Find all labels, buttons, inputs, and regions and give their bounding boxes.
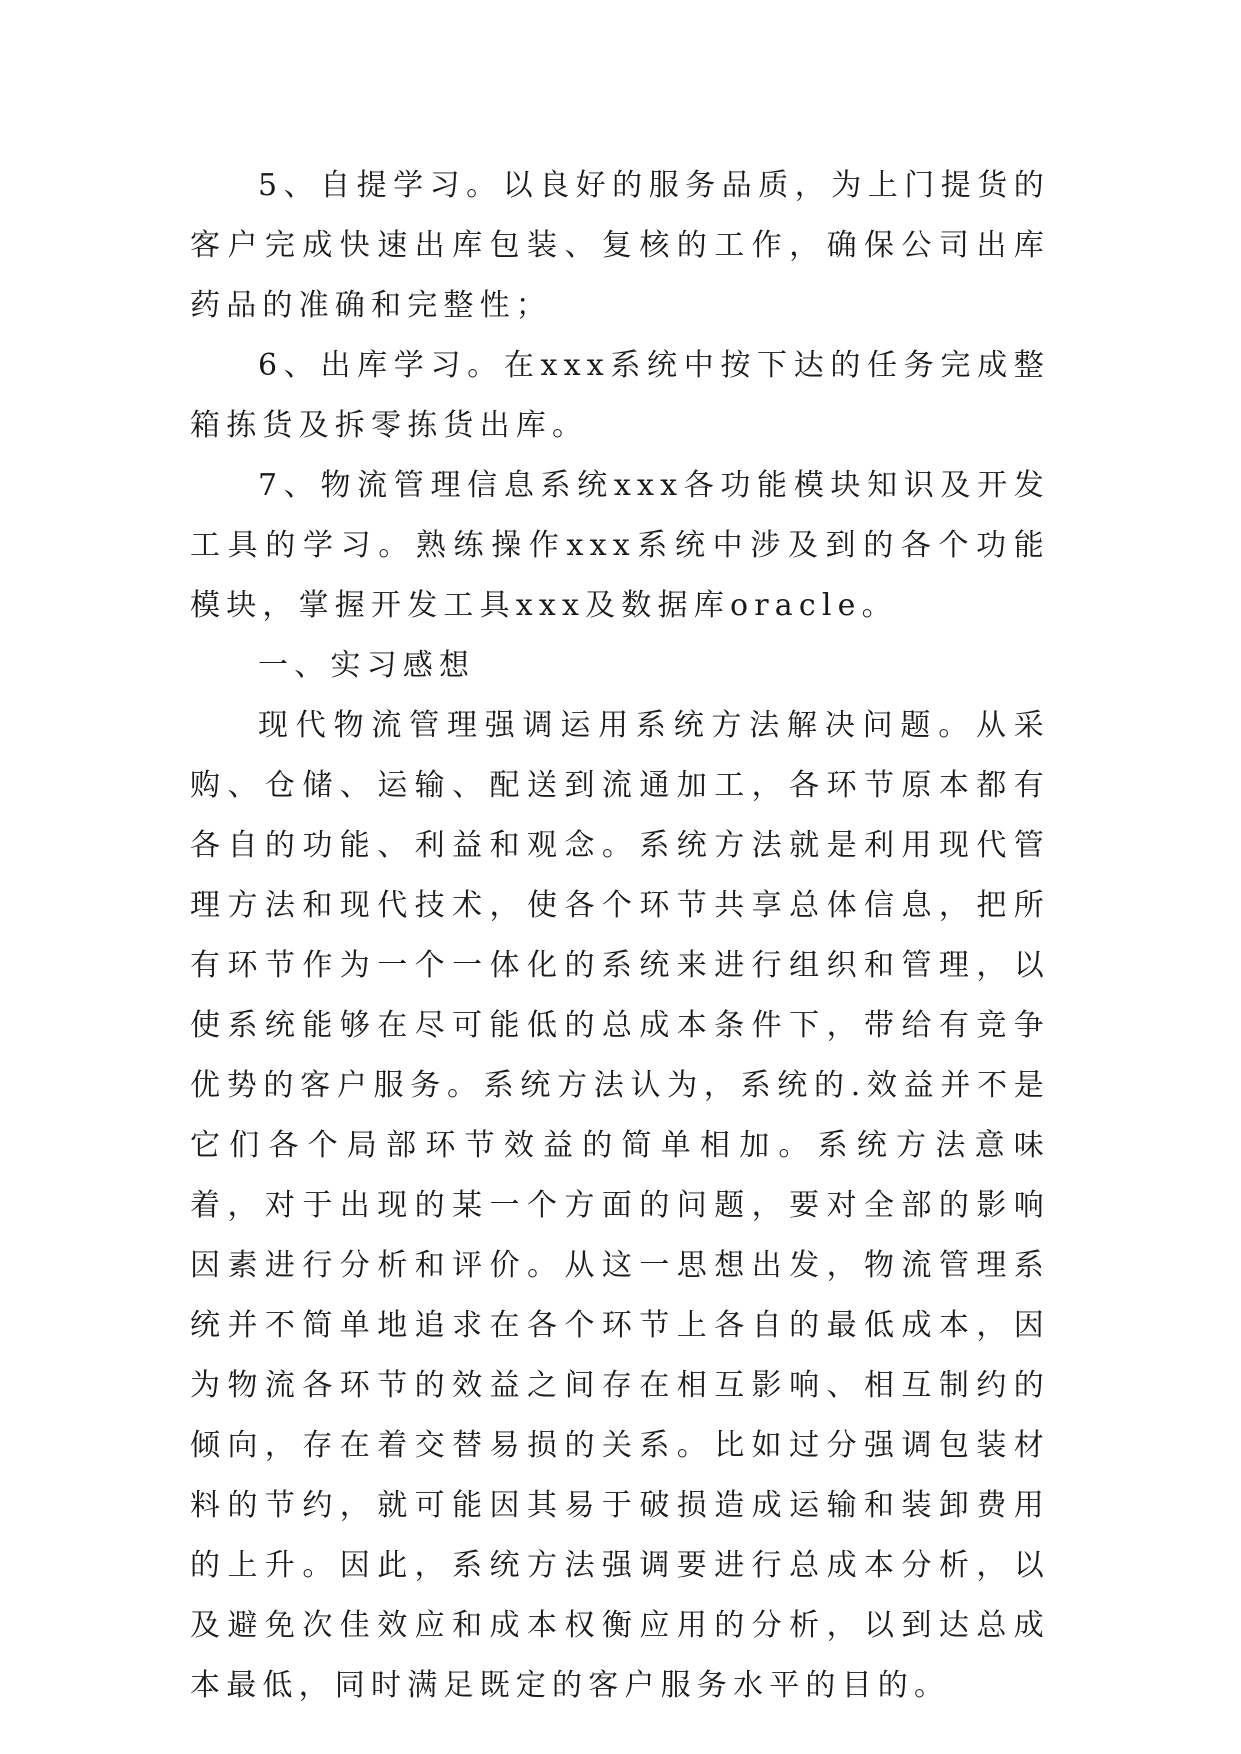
- paragraph-outbound: 6、出库学习。在xxx系统中按下达的任务完成整箱拣货及拆零拣货出库。: [190, 348, 1050, 443]
- paragraph-system-modules: 7、物流管理信息系统xxx各功能模块知识及开发工具的学习。熟练操作xxx系统中涉及到的各个功能模块，掌握开发工具xxx及数据库oracle。: [190, 468, 1050, 623]
- paragraph-reflection: 现代物流管理强调运用系统方法解决问题。从采购、仓储、运输、配送到流通加工，各环节原本都有各自的功能、利益和观念。系统方法就是利用现代管理方法和现代技术，使各个环节共享总体信息，把所有环节作为一个一体化的系统来进行组织和管理，以使系统能够在尽可能低的总成本条件下，带给有竞争优势的客户服务。系统方法认为，系统的.效益并不是它们各个局部环节效益的简单相加。系统方法意味着，对于出现的某一个方面的问题，要对全部的影响因素进行分析和评价。从这一思想出发，物流管理系统并不简单地追求在各个环节上各自的最低成本，因为物流各环节的效益之间存在相互影响、相互制约的倾向，存在着交替易损的关系。比如过分强调包装材料的节约，就可能因其易于破损造成运输和装卸费用的上升。因此，系统方法强调要进行总成本分析，以及避免次佳效应和成本权衡应用的分析，以到达总成本最低，同时满足既定的客户服务水平的目的。: [190, 708, 1050, 1703]
- section-heading: 一、实习感想: [258, 648, 476, 683]
- paragraph-self-pickup: 5、自提学习。以良好的服务品质，为上门提货的客户完成快速出库包装、复核的工作，确保公司出库药品的准确和完整性；: [190, 168, 1050, 323]
- document-body: [190, 156, 1050, 1716]
